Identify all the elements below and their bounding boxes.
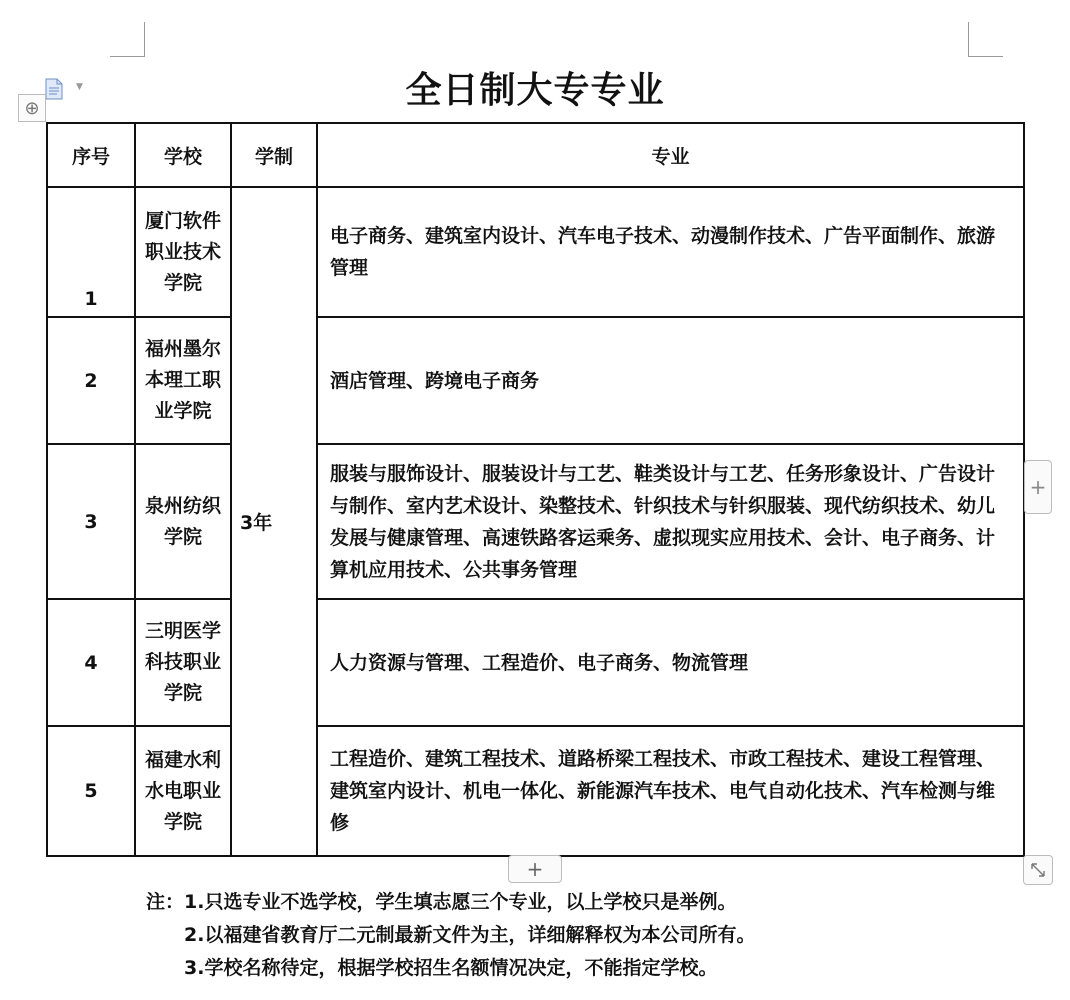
page-corner-top-left (110, 22, 145, 57)
majors-table (46, 122, 1025, 857)
note-line: 注：1.只选专业不选学校，学生填志愿三个专业，以上学校只是举例。 (146, 891, 737, 913)
note-line: 2.以福建省教育厅二元制最新文件为主，详细解释权为本公司所有。 (184, 924, 756, 946)
row-school: 福州墨尔本理工职业学院 (135, 317, 231, 444)
table-header-row (47, 123, 1024, 187)
row-no: 4 (47, 599, 135, 726)
header-no: 序号 (47, 123, 135, 187)
row-majors: 服装与服饰设计、服装设计与工艺、鞋类设计与工艺、任务形象设计、广告设计与制作、室内艺术设计、染整技术、针织技术与针织服装、现代纺织技术、幼儿发展与健康管理、高速铁路客运乘务、虚拟现实应用技术、会计、电子商务、计算机应用技术、公共事务管理 (317, 444, 1024, 599)
table-row (47, 317, 1024, 444)
add-row-icon[interactable]: + (508, 855, 562, 883)
row-school: 泉州纺织学院 (135, 444, 231, 599)
move-handle-icon[interactable]: ⊕ (18, 94, 46, 122)
page-corner-top-right (968, 22, 1003, 57)
header-majors: 专业 (317, 123, 1024, 187)
row-no: 2 (47, 317, 135, 444)
row-no: 1 (47, 187, 135, 317)
row-school: 福建水利水电职业学院 (135, 726, 231, 856)
row-school: 厦门软件职业技术学院 (135, 187, 231, 317)
resize-handle-icon[interactable] (1023, 855, 1053, 885)
header-years: 学制 (231, 123, 317, 187)
row-school: 三明医学科技职业学院 (135, 599, 231, 726)
table-row (47, 187, 1024, 317)
row-no: 3 (47, 444, 135, 599)
table-row (47, 444, 1024, 599)
header-school: 学校 (135, 123, 231, 187)
row-majors: 酒店管理、跨境电子商务 (317, 317, 1024, 444)
table-row (47, 599, 1024, 726)
row-no: 5 (47, 726, 135, 856)
page-title: 全日制大专专业 (405, 70, 665, 111)
table-row (47, 726, 1024, 856)
row-majors: 电子商务、建筑室内设计、汽车电子技术、动漫制作技术、广告平面制作、旅游管理 (317, 187, 1024, 317)
duration-cell: 3年 (231, 187, 317, 856)
row-majors: 工程造价、建筑工程技术、道路桥梁工程技术、市政工程技术、建设工程管理、建筑室内设计、机电一体化、新能源汽车技术、电气自动化技术、汽车检测与维修 (317, 726, 1024, 856)
dropdown-arrow-icon[interactable]: ▼ (76, 82, 83, 92)
note-line: 3.学校名称待定，根据学校招生名额情况决定，不能指定学校。 (184, 957, 718, 979)
notes-section (146, 886, 755, 985)
add-column-icon[interactable]: + (1024, 460, 1052, 514)
row-majors: 人力资源与管理、工程造价、电子商务、物流管理 (317, 599, 1024, 726)
